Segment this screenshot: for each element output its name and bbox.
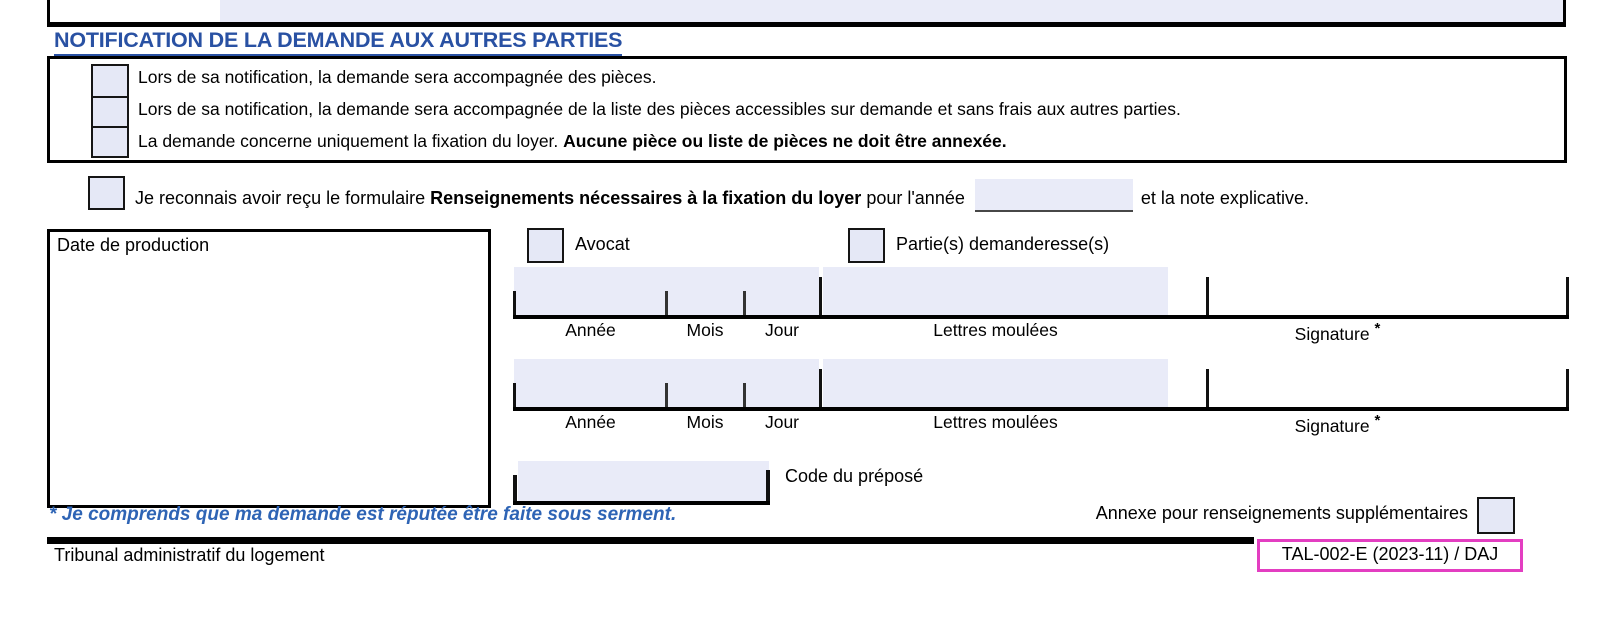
previous-section-field-strip	[47, 0, 1566, 27]
row2-baseline	[513, 407, 1569, 411]
lettres-moulees-label-row1: Lettres moulées	[933, 320, 1058, 340]
acknowledgement-form-name: Renseignements nécessaires à la fixation du loyer	[430, 188, 862, 208]
partie-demanderesse-label: Partie(s) demanderesse(s)	[896, 234, 1110, 254]
acknowledgement-text-before: Je reconnais avoir reçu le formulaire	[135, 188, 431, 208]
acknowledgement-checkbox[interactable]	[88, 176, 125, 210]
mois-label-row1: Mois	[686, 320, 724, 340]
signature-asterisk-row2: *	[1374, 412, 1381, 429]
jour-label-row2: Jour	[764, 412, 800, 432]
avocat-label: Avocat	[575, 234, 630, 254]
option-fixation-loyer-label-bold: Aucune pièce ou liste de pièces ne doit être annexée.	[563, 131, 1007, 151]
previous-section-label-cell	[50, 0, 220, 22]
acknowledgement-text-middle: pour l'année	[861, 188, 965, 208]
option-fixation-loyer-label-regular: La demande concerne uniquement la fixation du loyer.	[138, 131, 564, 151]
tick-row1-annee-mois	[665, 291, 668, 315]
tick-row1-mois-jour	[743, 291, 746, 315]
lettres-moulees-field-row1[interactable]	[823, 267, 1168, 315]
code-prepose-label: Code du préposé	[785, 466, 924, 486]
option-fixation-loyer-checkbox[interactable]	[93, 126, 127, 156]
row1-baseline	[513, 315, 1569, 319]
tick-row2-annee-mois	[665, 383, 668, 407]
option-fixation-loyer-label	[138, 131, 1007, 152]
code-prepose-bracket-right	[766, 470, 770, 505]
signature-asterisk-row1: *	[1374, 320, 1381, 337]
notification-options-box	[47, 56, 1567, 163]
acknowledgement-text	[135, 181, 1309, 216]
annexe-label: Annexe pour renseignements supplémentaires	[1095, 503, 1468, 523]
signature-label-row1	[1155, 320, 1520, 345]
signature-area-row1[interactable]	[1209, 277, 1566, 315]
lettres-moulees-field-row2[interactable]	[823, 359, 1168, 407]
option-liste-pieces-checkbox[interactable]	[93, 96, 127, 126]
tick-row2-jour-lettres	[819, 369, 822, 407]
jour-label-row1: Jour	[764, 320, 800, 340]
date-production-label: Date de production	[57, 235, 210, 255]
lettres-moulees-label-row2: Lettres moulées	[933, 412, 1058, 432]
avocat-checkbox[interactable]	[527, 228, 564, 263]
code-prepose-input[interactable]	[518, 461, 769, 502]
form-code-highlight-box	[1257, 539, 1523, 572]
option-pieces-label: Lors de sa notification, la demande sera accompagnée des pièces.	[138, 67, 657, 87]
section-title: NOTIFICATION DE LA DEMANDE AUX AUTRES PARTIES	[54, 28, 622, 57]
acknowledgement-text-after: et la note explicative.	[1140, 188, 1309, 208]
options-checkbox-column	[91, 64, 129, 158]
annee-label-row2: Année	[565, 412, 616, 432]
mois-label-row2: Mois	[686, 412, 724, 432]
tick-row1-jour-lettres	[819, 277, 822, 315]
partie-demanderesse-checkbox[interactable]	[848, 228, 885, 263]
organization-name: Tribunal administratif du logement	[54, 545, 325, 565]
oath-note: * Je comprends que ma demande est réputée être faite sous serment.	[49, 504, 677, 525]
tick-row2-mois-jour	[743, 383, 746, 407]
annexe-checkbox[interactable]	[1477, 497, 1515, 534]
signature-label-row2	[1155, 412, 1520, 437]
annee-label-row1: Année	[565, 320, 616, 340]
option-pieces-checkbox[interactable]	[93, 66, 127, 96]
tick-row1-signature-right	[1566, 277, 1569, 315]
tick-row2-signature-right	[1566, 369, 1569, 407]
tick-row2-left	[513, 383, 516, 407]
signature-label-text-row2: Signature	[1294, 415, 1370, 436]
option-liste-pieces-label: Lors de sa notification, la demande sera accompagnée de la liste des pièces accessibles sur demande et sans frais aux autres parties.	[138, 99, 1181, 119]
signature-area-row2[interactable]	[1209, 369, 1566, 407]
footer-divider	[47, 537, 1254, 544]
date-production-box	[47, 229, 491, 508]
signature-label-text-row1: Signature	[1294, 323, 1370, 344]
form-code: TAL-002-E (2023-11) / DAJ	[1281, 544, 1499, 564]
tick-row1-left	[513, 291, 516, 315]
year-input[interactable]	[975, 179, 1133, 212]
